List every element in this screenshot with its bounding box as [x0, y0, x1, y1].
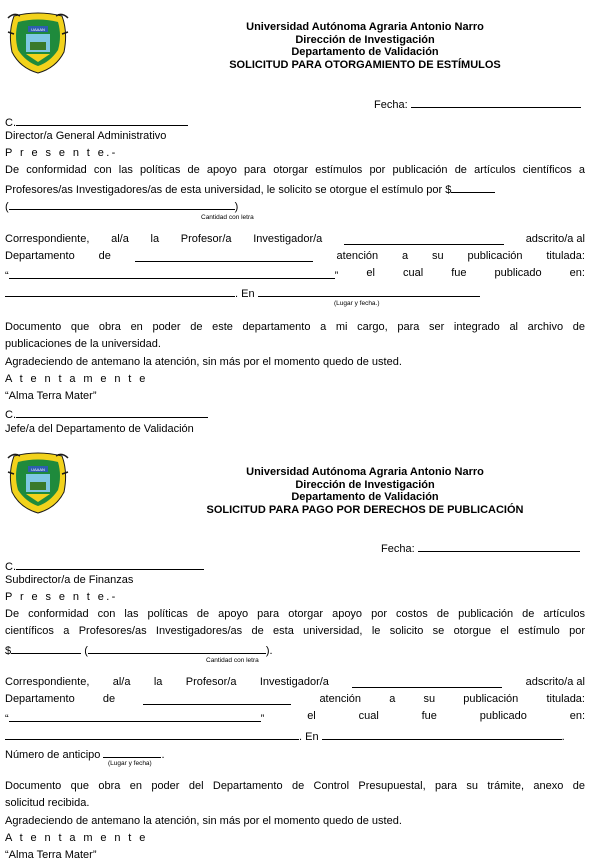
lema: “Alma Terra Mater”	[5, 390, 97, 402]
word: Profesor/a	[185, 676, 237, 688]
presente: P r e s e n t e.-	[5, 591, 118, 603]
direction-name: Dirección de Investigación	[295, 478, 435, 491]
word: Correspondiente,	[5, 676, 90, 688]
word: a	[402, 250, 409, 262]
lema: “Alma Terra Mater”	[5, 849, 97, 861]
atentamente: A t e n t a m e n t e	[5, 832, 148, 844]
department-name: Departamento de Validación	[291, 46, 439, 58]
form-title: SOLICITUD PARA OTORGAMIENTO DE ESTÍMULOS	[229, 58, 501, 71]
amount-words-field[interactable]	[9, 198, 235, 210]
signer-name-field[interactable]	[16, 406, 208, 418]
word: de	[98, 250, 111, 262]
en-label: . En	[235, 288, 255, 300]
journal-field[interactable]	[5, 285, 235, 297]
quote-open: “	[5, 713, 9, 725]
university-name: Universidad Autónoma Agraria Antonio Narro	[246, 466, 484, 478]
close-paren: )	[234, 201, 239, 213]
amount-field[interactable]	[451, 181, 495, 193]
department-field[interactable]	[143, 693, 291, 705]
word: su	[423, 693, 436, 705]
professor-row	[5, 676, 585, 689]
cantidad-label: Cantidad con letra	[201, 214, 254, 221]
fecha-row	[374, 96, 581, 112]
request-line-2: científicos a Profesores/as Investigadores/as de esta universidad, le solicito se otorgue el estímulo por	[5, 625, 585, 637]
word: de	[102, 693, 116, 705]
publication-title-field[interactable]	[9, 710, 261, 722]
quote-open: “	[5, 270, 9, 282]
word: Departamento	[5, 693, 75, 705]
place-date-field[interactable]	[322, 728, 562, 740]
word: al/a	[112, 676, 131, 688]
university-logo	[6, 452, 70, 517]
word: la	[153, 676, 163, 688]
amount-field[interactable]	[11, 642, 81, 654]
word: Investigador/a	[259, 676, 329, 688]
journal-field[interactable]	[5, 728, 299, 740]
journal-row	[5, 728, 565, 744]
recipient-name-field[interactable]	[16, 558, 204, 570]
amount-words-row	[5, 198, 238, 214]
word: atención	[336, 250, 379, 262]
anticipo-dot: .	[161, 749, 165, 761]
en-label: . En	[299, 731, 319, 743]
word: publicación	[463, 693, 519, 705]
word: el	[307, 710, 316, 722]
word: en:	[569, 710, 585, 722]
end-dot: .	[561, 731, 565, 743]
form2-header	[150, 466, 580, 516]
signer-row	[5, 406, 208, 422]
word: cual	[402, 267, 424, 279]
fecha-row	[381, 540, 580, 556]
place-date-field[interactable]	[258, 285, 480, 297]
professor-name-field[interactable]	[352, 676, 502, 688]
c-label: C.	[5, 117, 16, 129]
department-row	[5, 250, 585, 263]
doc-line-1: Documento que obra en poder del Departamento de Control Presupuestal, para su trámite, anexo de	[5, 780, 585, 792]
cantidad-label: Cantidad con letra	[206, 657, 259, 664]
publication-title-field[interactable]	[9, 267, 335, 279]
doc-line-2: solicitud recibida.	[5, 797, 90, 809]
close-paren: ).	[265, 645, 273, 657]
agradeciendo: Agradeciendo de antemano la atención, sin más por el momento quedo de usted.	[5, 815, 402, 827]
form1-header	[150, 21, 580, 71]
title-row	[5, 710, 585, 726]
word: titulada:	[546, 693, 585, 705]
title-row	[5, 267, 585, 283]
open-paren: (	[5, 201, 9, 213]
word: Investigador/a	[253, 233, 323, 245]
word: atención	[319, 693, 362, 705]
adscrito-label: adscrito/a al	[525, 676, 585, 688]
request-line-1: De conformidad con las políticas de apoyo para otorgar apoyo por costos de publicación de artículos	[5, 608, 585, 620]
fecha-label: Fecha:	[374, 99, 408, 111]
quote-close: ”	[334, 270, 339, 282]
svg-text:UAAAN: UAAAN	[31, 27, 45, 32]
word: a	[389, 693, 396, 705]
adscrito-label: adscrito/a al	[525, 233, 585, 245]
addressee: Director/a General Administrativo	[5, 130, 167, 142]
atentamente: A t e n t a m e n t e	[5, 373, 148, 385]
addressee: Subdirector/a de Finanzas	[5, 574, 134, 586]
word: fue	[451, 267, 467, 279]
department-name: Departamento de Validación	[291, 491, 439, 503]
professor-name-field[interactable]	[344, 233, 504, 245]
department-field[interactable]	[135, 250, 313, 262]
direction-name: Dirección de Investigación	[295, 33, 435, 46]
recipient-name-field[interactable]	[16, 114, 188, 126]
word: Profesor/a	[180, 233, 232, 245]
word: la	[150, 233, 160, 245]
doc-line-2: publicaciones de la universidad.	[5, 338, 161, 350]
presente: P r e s e n t e.-	[5, 147, 118, 159]
professor-row	[5, 233, 585, 246]
word: publicado	[494, 267, 542, 279]
department-row	[5, 693, 585, 706]
anticipo-field[interactable]	[103, 746, 161, 758]
word: titulada:	[546, 250, 585, 262]
lugar-label: (Lugar y fecha)	[108, 760, 152, 767]
form-title: SOLICITUD PARA PAGO POR DERECHOS DE PUBLICACIÓN	[206, 503, 524, 516]
word: publicación	[467, 250, 523, 262]
fecha-label: Fecha:	[381, 543, 415, 555]
c-label: C.	[5, 561, 16, 573]
word: en:	[569, 267, 585, 279]
journal-row	[5, 285, 480, 301]
dollar-sign: $	[5, 645, 12, 657]
fecha-field[interactable]	[418, 540, 580, 552]
request-line-2	[5, 181, 495, 197]
word: fue	[421, 710, 437, 722]
word: al/a	[111, 233, 129, 245]
amount-words-field[interactable]	[88, 642, 266, 654]
amount-row	[5, 642, 273, 658]
request-text: Profesores/as Investigadores/as de esta universidad, le solicito se otorgue el estímulo por $	[5, 184, 452, 196]
svg-text:UAAAN: UAAAN	[31, 467, 45, 472]
signer-title: Jefe/a del Departamento de Validación	[5, 423, 194, 435]
word: publicado	[479, 710, 527, 722]
quote-close: ”	[260, 713, 265, 725]
c-label: C.	[5, 409, 16, 421]
fecha-field[interactable]	[411, 96, 581, 108]
doc-line-1: Documento que obra en poder de este departamento a mi cargo, para ser integrado al archivo de	[5, 321, 585, 333]
recipient-row	[5, 114, 188, 130]
word: el	[366, 267, 375, 279]
open-paren: (	[84, 645, 88, 657]
lugar-label: (Lugar y fecha.)	[334, 300, 380, 307]
university-name: Universidad Autónoma Agraria Antonio Narro	[246, 21, 484, 33]
agradeciendo: Agradeciendo de antemano la atención, sin más por el momento quedo de usted.	[5, 356, 402, 368]
word: cual	[358, 710, 379, 722]
anticipo-label: Número de anticipo	[5, 749, 101, 761]
request-line-1: De conformidad con las políticas de apoyo para otorgar estímulos por publicación de artículos científicos a	[5, 164, 585, 176]
recipient-row	[5, 558, 204, 574]
university-logo	[6, 12, 70, 77]
word: su	[431, 250, 444, 262]
word: Departamento	[5, 250, 75, 262]
word: Correspondiente,	[5, 233, 90, 245]
